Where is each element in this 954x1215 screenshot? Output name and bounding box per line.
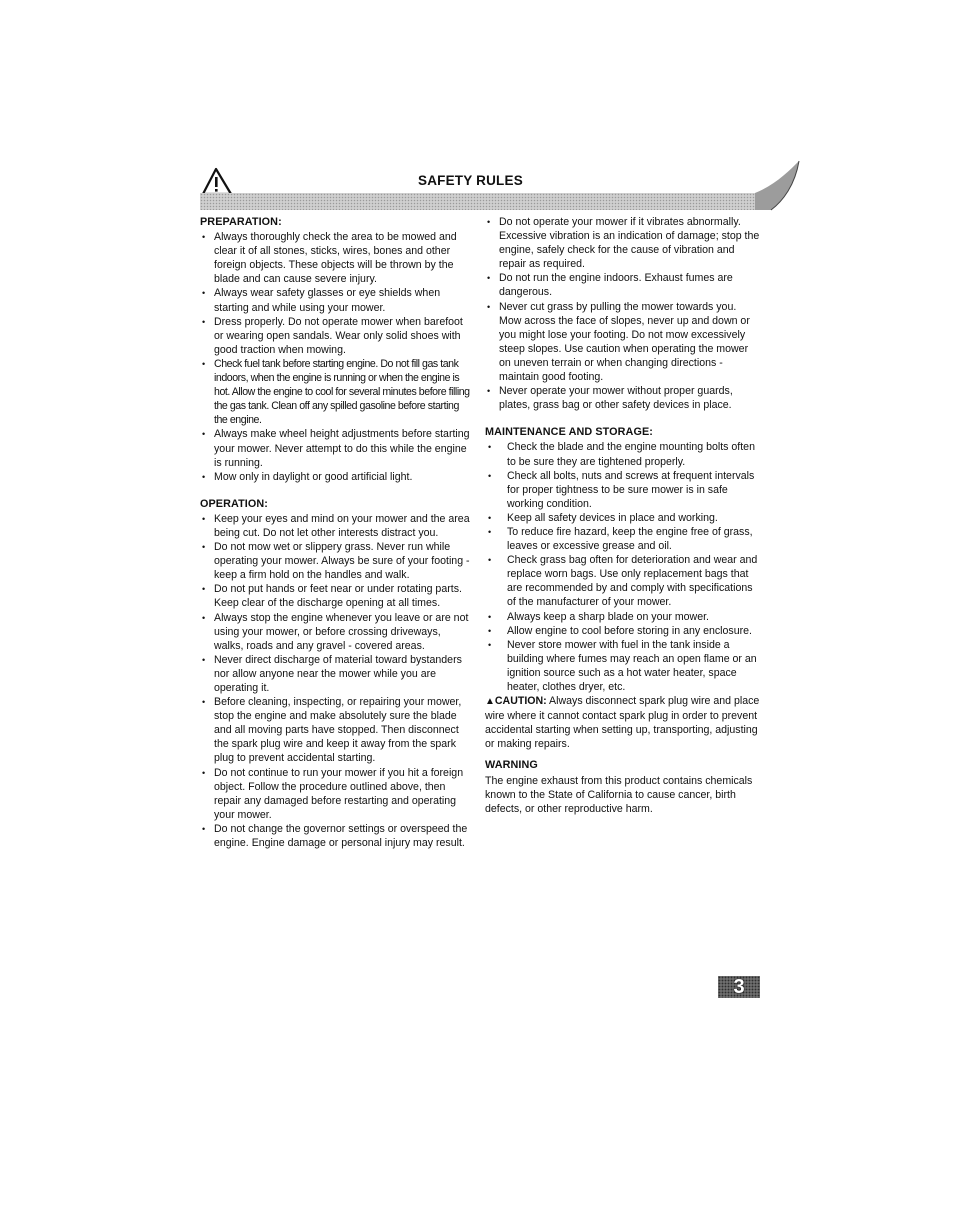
right-column [485,215,760,816]
page-title: SAFETY RULES [418,173,523,188]
list-item: • Do not run the engine indoors. Exhaust fumes are dangerous. [485,271,760,299]
operation-heading: OPERATION: [200,497,268,510]
caution-label: CAUTION: [494,695,547,708]
preparation-heading: PREPARATION: [200,216,282,228]
list-item: • Check the blade and the engine mounting bolts often to be sure they are tightened properly. [485,440,760,468]
list-item: • Never cut grass by pulling the mower towards you. Mow across the face of slopes, never up and down or you might lose your footing. Do not mow excessively steep slopes. Use caution when operating the mower on uneven terrain or when changing directions - maintain good footing. [485,300,760,385]
list-item: • Always thoroughly check the area to be mowed and clear it of all stones, sticks, wires, bones and other foreign objects. These objects will be thrown by the blade and can cause severe injury. [200,230,472,286]
list-item: • Do not operate your mower if it vibrates abnormally. Excessive vibration is an indication of damage; stop the engine, safely check for the cause of vibration and repair as required. [485,215,760,271]
page-number-badge [718,976,760,998]
list-item: • Before cleaning, inspecting, or repairing your mower, stop the engine and make absolutely sure the blade and all moving parts have stopped. Then disconnect the spark plug wire and keep it away from the spark plug to prevent accidental starting. [200,695,472,765]
list-item: • Do not change the governor settings or overspeed the engine. Engine damage or personal injury may result. [200,822,472,850]
maintenance-heading: MAINTENANCE AND STORAGE: [485,426,653,439]
header-band [200,193,770,210]
operation-list [200,512,472,850]
list-item: • Never direct discharge of material toward bystanders nor allow anyone near the mower while you are operating it. [200,653,472,695]
operation-list-continued [485,215,760,412]
list-item: • Check grass bag often for deterioration and wear and replace worn bags. Use only replacement bags that are recommended by and comply with specifications of the manufacturer of your mower. [485,553,760,609]
list-item: • Do not continue to run your mower if you hit a foreign object. Follow the procedure outlined above, then repair any damaged before restarting and operating your mower. [200,766,472,822]
caution-note [485,694,760,751]
warning-heading: WARNING [485,759,538,772]
page-number: 3 [733,976,745,998]
list-item: • Never store mower with fuel in the tank inside a building where fumes may reach an open flame or an ignition source such as a hot water heater, space heater, clothes dryer, etc. [485,638,760,694]
list-item: • Check fuel tank before starting engine. Do not fill gas tank indoors, when the engine is running or when the engine is hot. Allow the engine to cool for several minutes before filling the gas tank. Clean off any spilled gasoline before starting the engine. [200,357,472,427]
list-item: • Always stop the engine whenever you leave or are not using your mower, or before crossing driveways, walks, roads and any gravel - covered areas. [200,611,472,653]
list-item: • Always make wheel height adjustments before starting your mower. Never attempt to do this while the engine is running. [200,427,472,469]
preparation-list [200,230,472,484]
warning-text: The engine exhaust from this product contains chemicals known to the State of California to cause cancer, birth defects, or other reproductive harm. [485,774,753,815]
page-curl-decoration [755,159,801,211]
list-item: • Do not put hands or feet near or under rotating parts. Keep clear of the discharge opening at all times. [200,582,472,610]
list-item: • Always wear safety glasses or eye shields when starting and while using your mower. [200,286,472,314]
maintenance-list [485,440,760,694]
list-item: • Check all bolts, nuts and screws at frequent intervals for proper tightness to be sure mower is in safe working condition. [485,469,760,511]
page-header [200,165,800,215]
list-item: • Dress properly. Do not operate mower when barefoot or wearing open sandals. Wear only solid shoes with good traction when mowing. [200,315,472,357]
caution-text: Always disconnect spark plug wire and place wire where it cannot contact spark plug in order to prevent accidental starting when setting up, transporting, adjusting or making repairs. [485,695,760,751]
list-item: • Do not mow wet or slippery grass. Never run while operating your mower. Always be sure of your footing - keep a firm hold on the handles and walk. [200,540,472,582]
left-column [200,215,472,850]
list-item: • To reduce fire hazard, keep the engine free of grass, leaves or excessive grease and oil. [485,525,760,553]
caution-triangle-icon: ▲ [485,696,495,708]
list-item: • Always keep a sharp blade on your mower. [485,610,760,624]
list-item: • Mow only in daylight or good artificial light. [200,470,472,484]
list-item: • Allow engine to cool before storing in any enclosure. [485,624,760,638]
list-item: • Never operate your mower without proper guards, plates, grass bag or other safety devices in place. [485,384,760,412]
list-item: • Keep all safety devices in place and working. [485,511,760,525]
list-item: • Keep your eyes and mind on your mower and the area being cut. Do not let other interests distract you. [200,512,472,540]
